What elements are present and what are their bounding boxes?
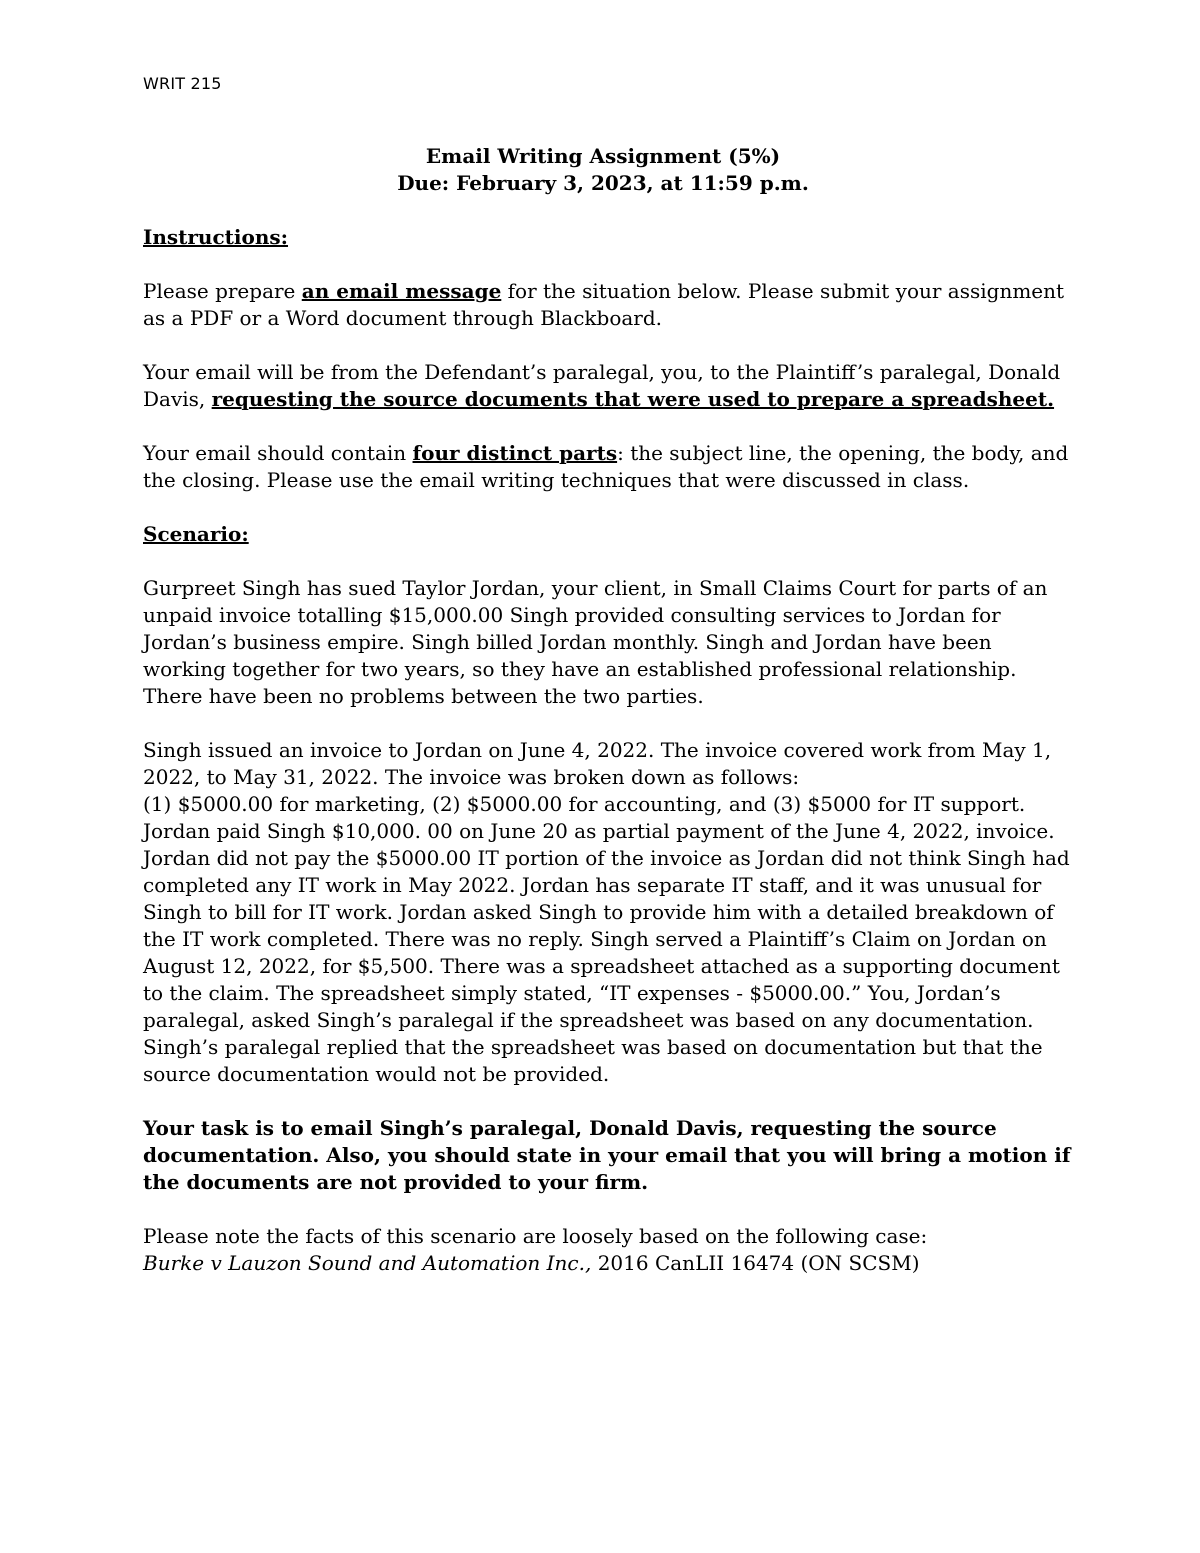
document-body bbox=[143, 143, 1071, 1277]
instructions-heading: Instructions: bbox=[143, 225, 289, 249]
scenario-heading: Scenario: bbox=[143, 522, 249, 546]
scenario-paragraph-1: Gurpreet Singh has sued Taylor Jordan, your client, in Small Claims Court for parts of an unpaid invoice totalling $15,000.00 Singh provided consulting services to Jordan for Jordan’s business empire. Singh billed Jordan monthly. Singh and Jordan have been working together for two years, so they have an established professional relationship. There have been no problems between the two parties. bbox=[143, 576, 1048, 708]
case-name: Burke v Lauzon Sound and Automation Inc., bbox=[143, 1251, 592, 1275]
task-paragraph: Your task is to email Singh’s paralegal, Donald Davis, requesting the source documentation. Also, you should state in your email that you will bring a motion if the documents are not provided to your firm. bbox=[143, 1116, 1071, 1194]
title-line-1: Email Writing Assignment (5%) bbox=[425, 144, 781, 168]
emphasis-email-message: an email message bbox=[301, 279, 502, 303]
emphasis-requesting-documents: requesting the source documents that were used to prepare a spreadsheet. bbox=[211, 387, 1055, 411]
instructions-paragraph-2: Your email will be from the Defendant’s paralegal, you, to the Plaintiff’s paralegal, Donald Davis, requesting the source documents that were used to prepare a spreadsheet. bbox=[143, 360, 1061, 411]
case-note-paragraph: Please note the facts of this scenario are loosely based on the following case: Burke v Lauzon Sound and Automation Inc., 2016 CanLII 16474 (ON SCSM) bbox=[143, 1224, 928, 1275]
course-header: WRIT 215 bbox=[143, 74, 222, 93]
assignment-title bbox=[143, 143, 1063, 197]
due-date-line: Due: February 3, 2023, at 11:59 p.m. bbox=[397, 171, 809, 195]
scenario-paragraph-2: Singh issued an invoice to Jordan on June 4, 2022. The invoice covered work from May 1, 2022, to May 31, 2022. The invoice was broken down as follows: (1) $5000.00 for marketing, (2) $5000.00 for accounting, and (3) $5000 for IT support. Jordan paid Singh $10,000. 00 on June 20 as partial payment of the June 4, 2022, invoice. Jordan did not pay the $5000.00 IT portion of the invoice as Jordan did not think Singh had completed any IT work in May 2022. Jordan has separate IT staff, and it was unusual for Singh to bill for IT work. Jordan asked Singh to provide him with a detailed breakdown of the IT work completed. There was no reply. Singh served a Plaintiff’s Claim on Jordan on August 12, 2022, for $5,500. There was a spreadsheet attached as a supporting document to the claim. The spreadsheet simply stated, “IT expenses - $5000.00.” You, Jordan’s paralegal, asked Singh’s paralegal if the spreadsheet was based on any documentation. Singh’s paralegal replied that the spreadsheet was based on documentation but that the source documentation would not be provided. bbox=[143, 738, 1070, 1086]
case-citation: 2016 CanLII 16474 (ON SCSM) bbox=[591, 1251, 920, 1275]
instructions-paragraph-1: Please prepare an email message for the situation below. Please submit your assignment as a PDF or a Word document through Blackboard. bbox=[143, 279, 1065, 330]
instructions-paragraph-3: Your email should contain four distinct parts: the subject line, the opening, the body, and the closing. Please use the email writing techniques that were discussed in class. bbox=[143, 441, 1069, 492]
emphasis-four-parts: four distinct parts bbox=[412, 441, 618, 465]
